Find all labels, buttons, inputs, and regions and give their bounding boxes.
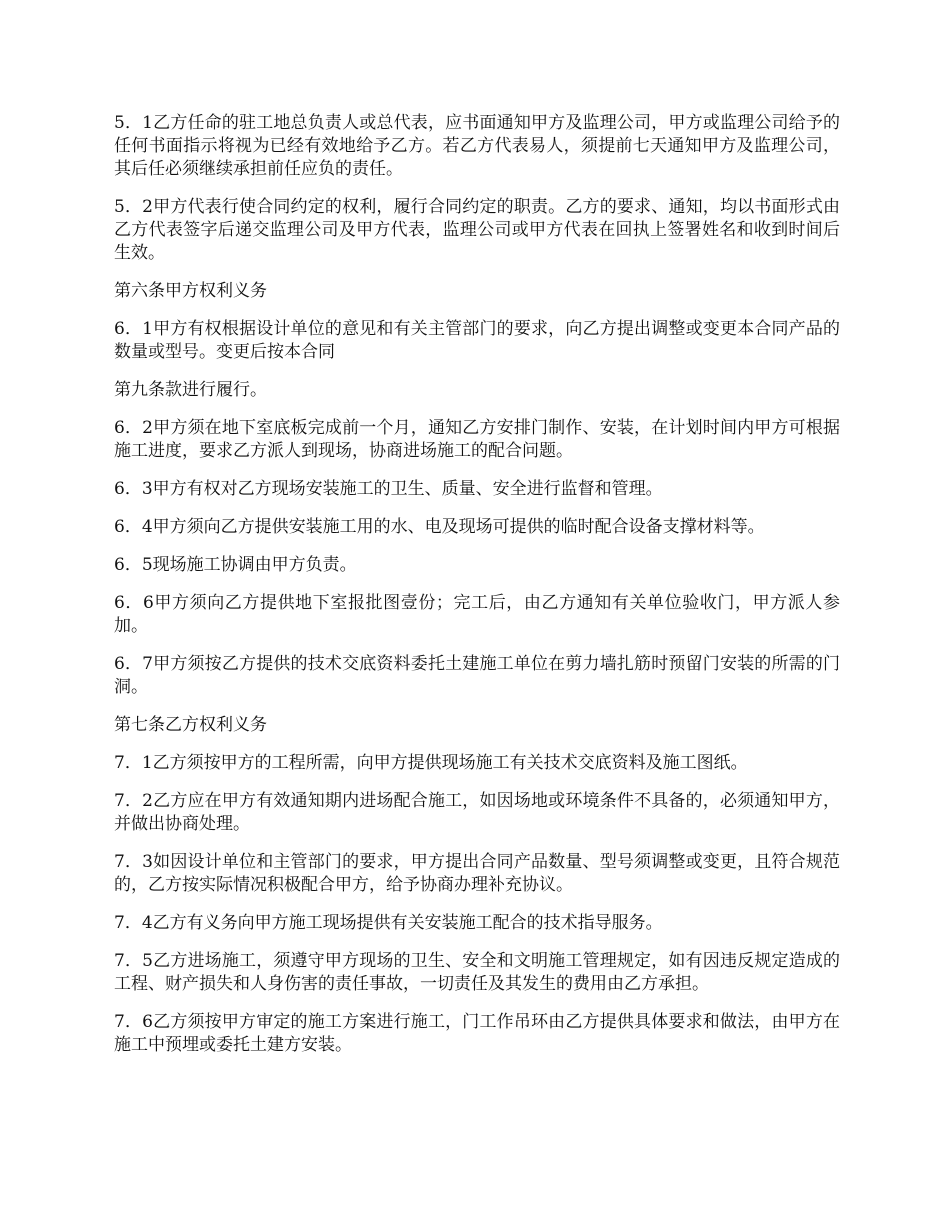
clause-6-3: 6．3甲方有权对乙方现场安装施工的卫生、质量、安全进行监督和管理。 <box>114 479 663 499</box>
clause-7-5: 7．5乙方进场施工，须遵守甲方现场的卫生、安全和文明施工管理规定，如有因违反规定造成的工程、财产损失和人身伤害的责任事故，一切责任及其发生的费用由乙方承担。 <box>114 951 840 994</box>
clause-5-1: 5．1乙方任命的驻工地总负责人或总代表，应书面通知甲方及监理公司，甲方或监理公司给予的任何书面指示将视为已经有效地给予乙方。若乙方代表易人，须提前七天通知甲方及监理公司，其后任必须继续承担前任应负的责任。 <box>114 113 840 179</box>
clause-6-1-continued: 第九条款进行履行。 <box>114 380 267 400</box>
clause-7-2: 7．2乙方应在甲方有效通知期内进场配合施工，如因场地或环境条件不具备的，必须通知甲方，并做出协商处理。 <box>114 791 840 834</box>
clause-7-4: 7．4乙方有义务向甲方施工现场提供有关安装施工配合的技术指导服务。 <box>114 913 663 933</box>
clause-6-5: 6．5现场施工协调由甲方负责。 <box>114 555 357 575</box>
clause-6-7: 6．7甲方须按乙方提供的技术交底资料委托土建施工单位在剪力墙扎筋时预留门安装的所需的门洞。 <box>114 654 840 697</box>
clause-6-1: 6．1甲方有权根据设计单位的意见和有关主管部门的要求，向乙方提出调整或变更本合同产品的数量或型号。变更后按本合同 <box>114 319 840 362</box>
clause-6-6: 6．6甲方须向乙方提供地下室报批图壹份；完工后，由乙方通知有关单位验收门，甲方派人参加。 <box>114 593 840 636</box>
clause-7-3: 7．3如因设计单位和主管部门的要求，甲方提出合同产品数量、型号须调整或变更，且符合规范的，乙方按实际情况积极配合甲方，给予协商办理补充协议。 <box>114 852 840 895</box>
clause-7-1: 7．1乙方须按甲方的工程所需，向甲方提供现场施工有关技术交底资料及施工图纸。 <box>114 753 748 773</box>
section-heading-article-7: 第七条乙方权利义务 <box>114 715 267 735</box>
clause-7-6: 7．6乙方须按甲方审定的施工方案进行施工，门工作吊环由乙方提供具体要求和做法，由甲方在施工中预埋或委托土建方安装。 <box>114 1012 840 1055</box>
clause-6-4: 6．4甲方须向乙方提供安装施工用的水、电及现场可提供的临时配合设备支撑材料等。 <box>114 517 765 537</box>
clause-6-2: 6．2甲方须在地下室底板完成前一个月，通知乙方安排门制作、安装，在计划时间内甲方可根据施工进度，要求乙方派人到现场，协商进场施工的配合问题。 <box>114 418 840 461</box>
clause-5-2: 5．2甲方代表行使合同约定的权利，履行合同约定的职责。乙方的要求、通知，均以书面形式由乙方代表签字后递交监理公司及甲方代表，监理公司或甲方代表在回执上签署姓名和收到时间后生效。 <box>114 197 840 263</box>
section-heading-article-6: 第六条甲方权利义务 <box>114 281 267 301</box>
